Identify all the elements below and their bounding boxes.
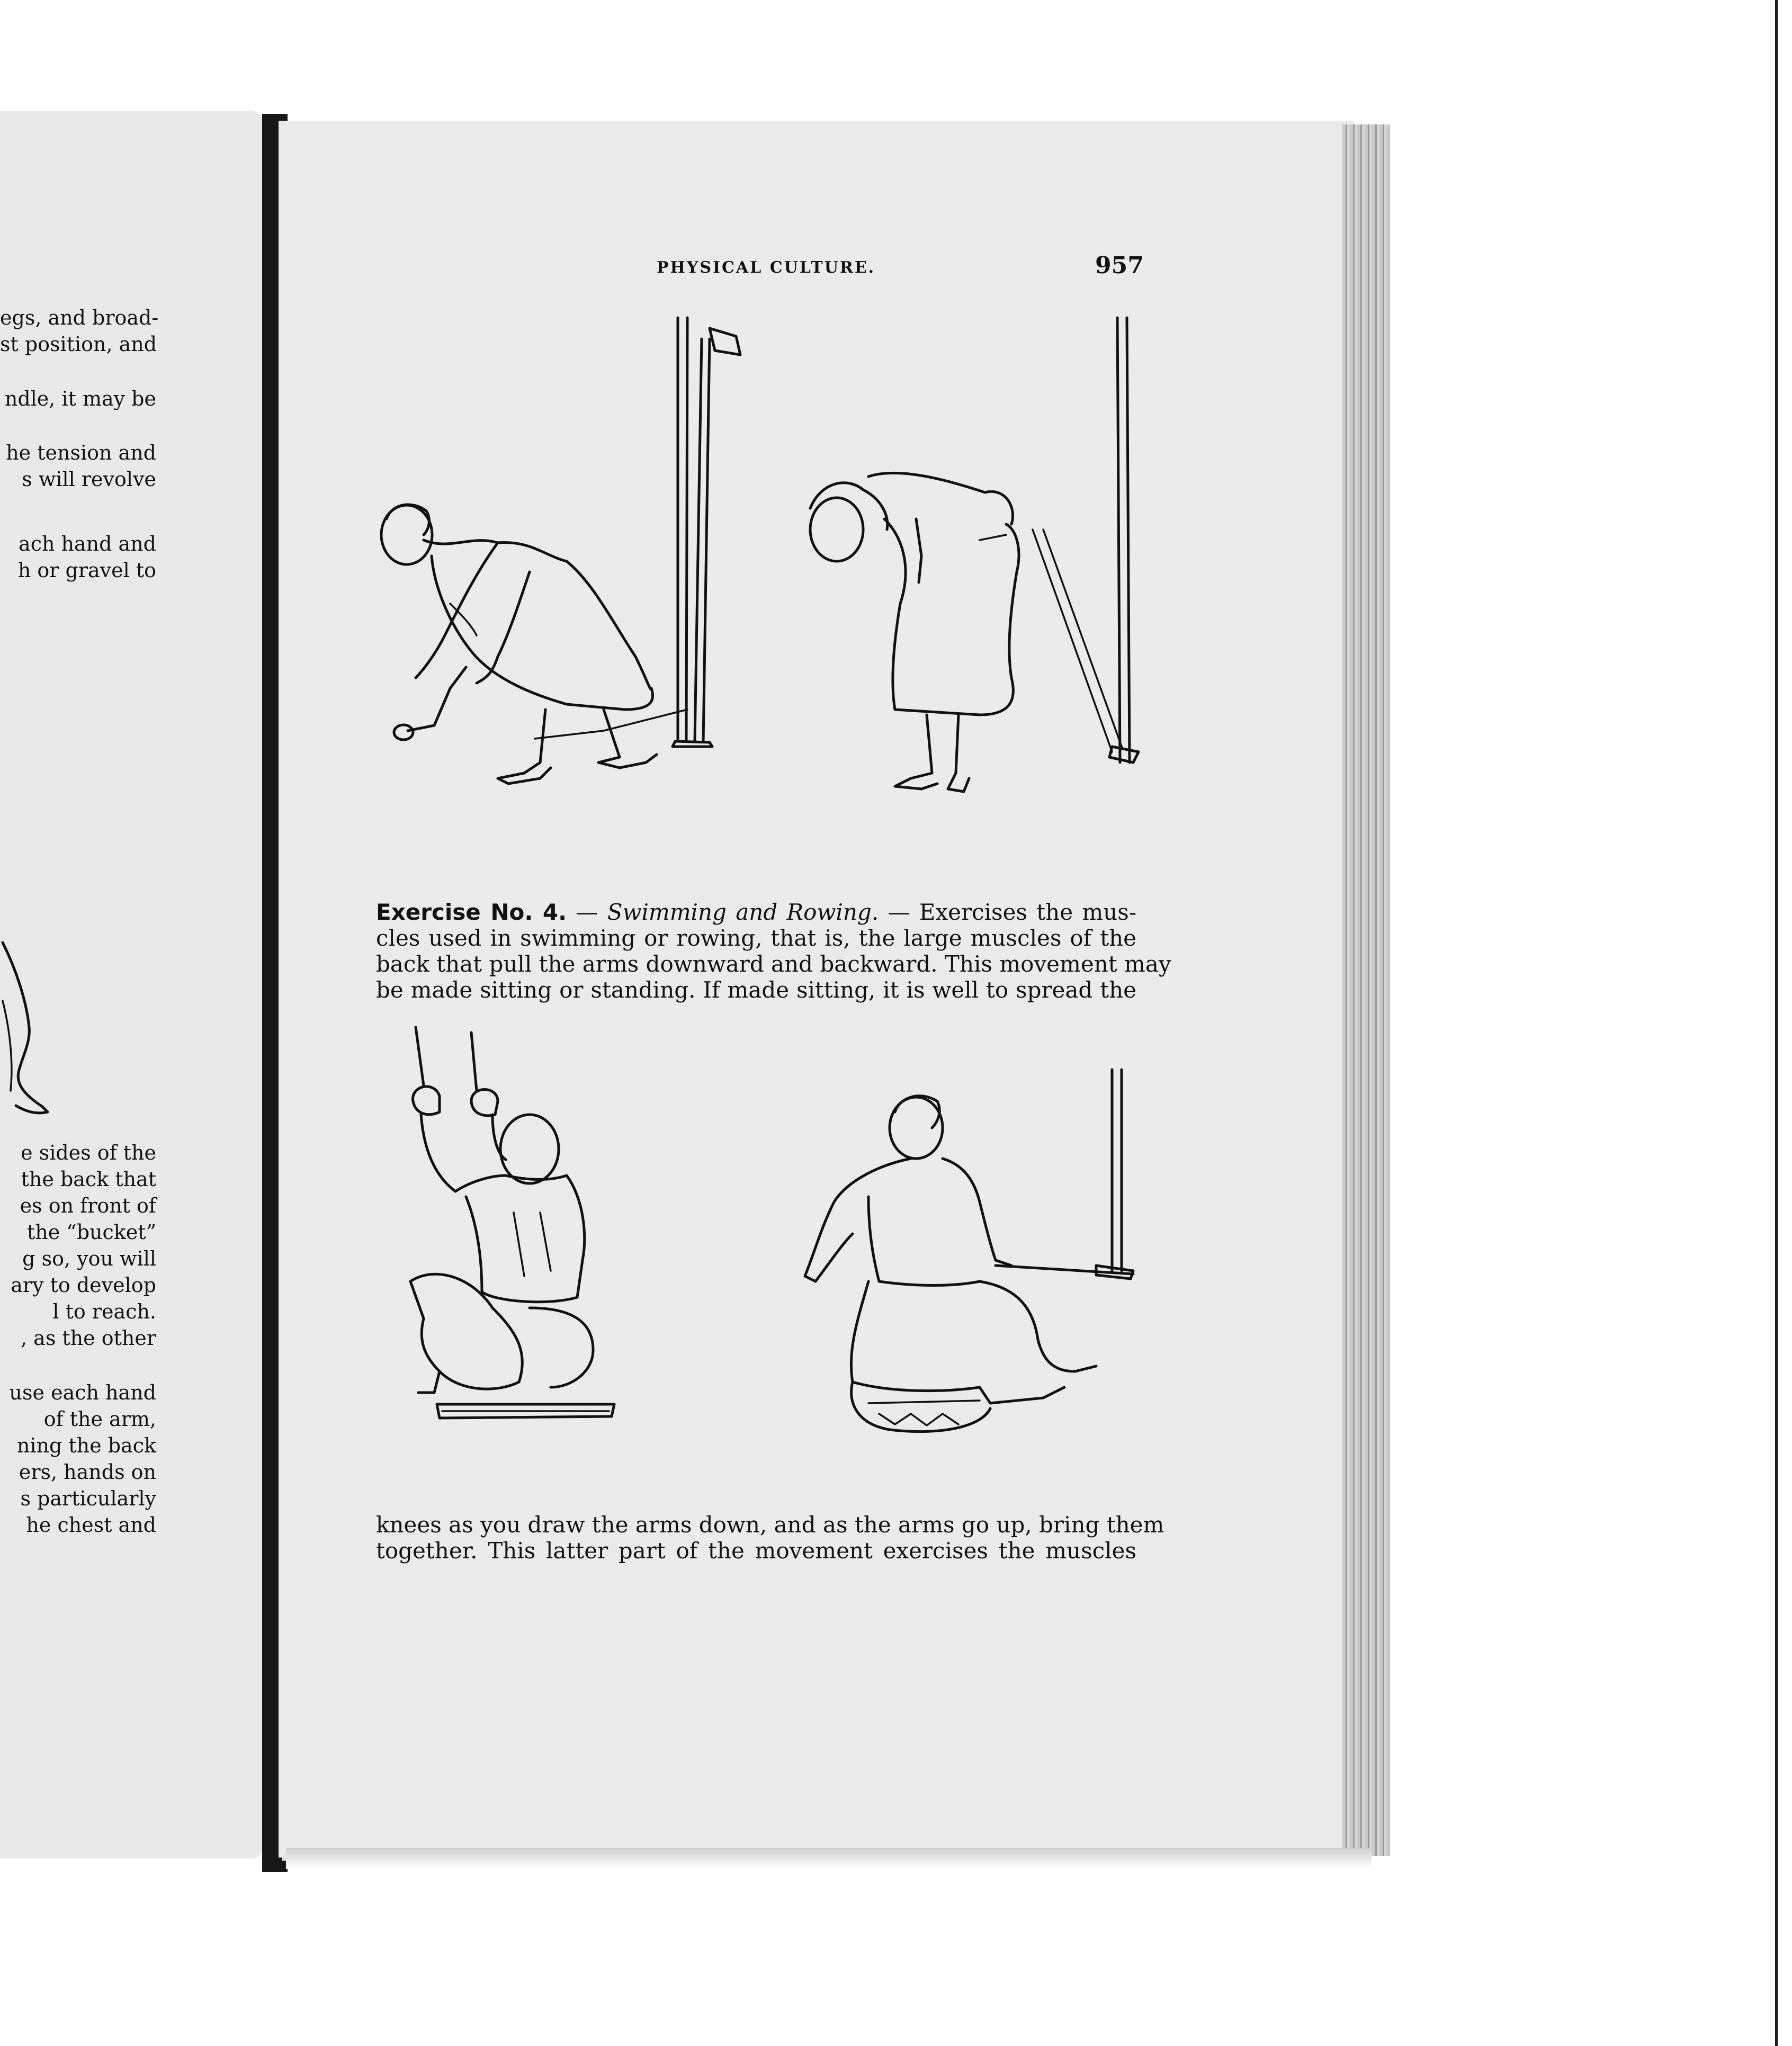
woman-bending-left <box>381 505 657 784</box>
left-page-line: es on front of <box>20 1194 156 1217</box>
woman-rowing-seated <box>805 1070 1133 1432</box>
exercise-line-4: be made sitting or standing. If made sitting, it is well to spread the <box>376 977 1136 1003</box>
exercise-dash: — <box>567 899 607 925</box>
left-page <box>0 111 262 1859</box>
continuation-line-2: together. This latter part of the movement exercises the muscles <box>376 1538 1136 1564</box>
exercise-line-2: cles used in swimming or rowing, that is, the large muscles of the <box>376 925 1136 951</box>
left-page-line: egs, and broad- <box>0 306 159 329</box>
continuation-paragraph <box>376 1512 1164 1564</box>
left-page-line: h or gravel to <box>17 559 156 582</box>
page-shadow <box>286 1848 1372 1869</box>
exercise-label: Exercise No. 4. <box>376 899 567 925</box>
exercise-line-1 <box>376 899 1136 925</box>
left-page-line: g so, you will <box>22 1247 156 1270</box>
left-page-line: ers, hands on <box>19 1460 156 1484</box>
pulley-apparatus-right <box>1033 318 1139 762</box>
exercise-title: Swimming and Rowing. <box>607 899 879 925</box>
left-page-line: the back that <box>21 1168 156 1191</box>
pulley-apparatus-left <box>535 318 740 747</box>
left-page-line: s particularly <box>20 1487 156 1510</box>
woman-bending-right <box>810 473 1019 792</box>
exercise-line-3: back that pull the arms downward and backward. This movement may <box>376 951 1171 977</box>
page-edges <box>1342 124 1390 1856</box>
scan-frame-edge <box>1775 0 1778 2046</box>
continuation-line-1: knees as you draw the arms down, and as the arms go up, bring them <box>376 1512 1164 1538</box>
exercise-dash: — <box>879 899 919 925</box>
left-page-line: use each hand <box>9 1381 156 1404</box>
left-page-line: , as the other <box>21 1326 156 1350</box>
left-page-line: ach hand and <box>19 532 156 555</box>
figure-bending-exercises <box>371 307 1154 863</box>
left-page-line: l to reach. <box>52 1300 156 1323</box>
running-head: PHYSICAL CULTURE. <box>657 258 876 277</box>
left-page-line: ndle, it may be <box>4 387 156 410</box>
left-page-line: st position, and <box>0 333 157 356</box>
left-page-line: ning the back <box>16 1434 156 1457</box>
left-page-line: he tension and <box>6 441 156 464</box>
left-page-line: the “bucket” <box>26 1221 156 1244</box>
left-page-line: ary to develop <box>11 1273 156 1297</box>
left-page-line: e sides of the <box>21 1141 156 1164</box>
left-page-line: s will revolve <box>22 468 156 491</box>
left-page-line: he chest and <box>26 1513 156 1537</box>
exercise-paragraph <box>376 899 1171 1003</box>
page-number: 957 <box>1095 252 1144 279</box>
figure-seated-exercises <box>392 1022 1144 1456</box>
man-pulling-cords <box>410 1027 614 1418</box>
left-page-line: of the arm, <box>43 1407 156 1431</box>
exercise-line-1-text: Exercises the mus- <box>919 899 1137 925</box>
left-page-illustration-fragment <box>0 937 64 1128</box>
